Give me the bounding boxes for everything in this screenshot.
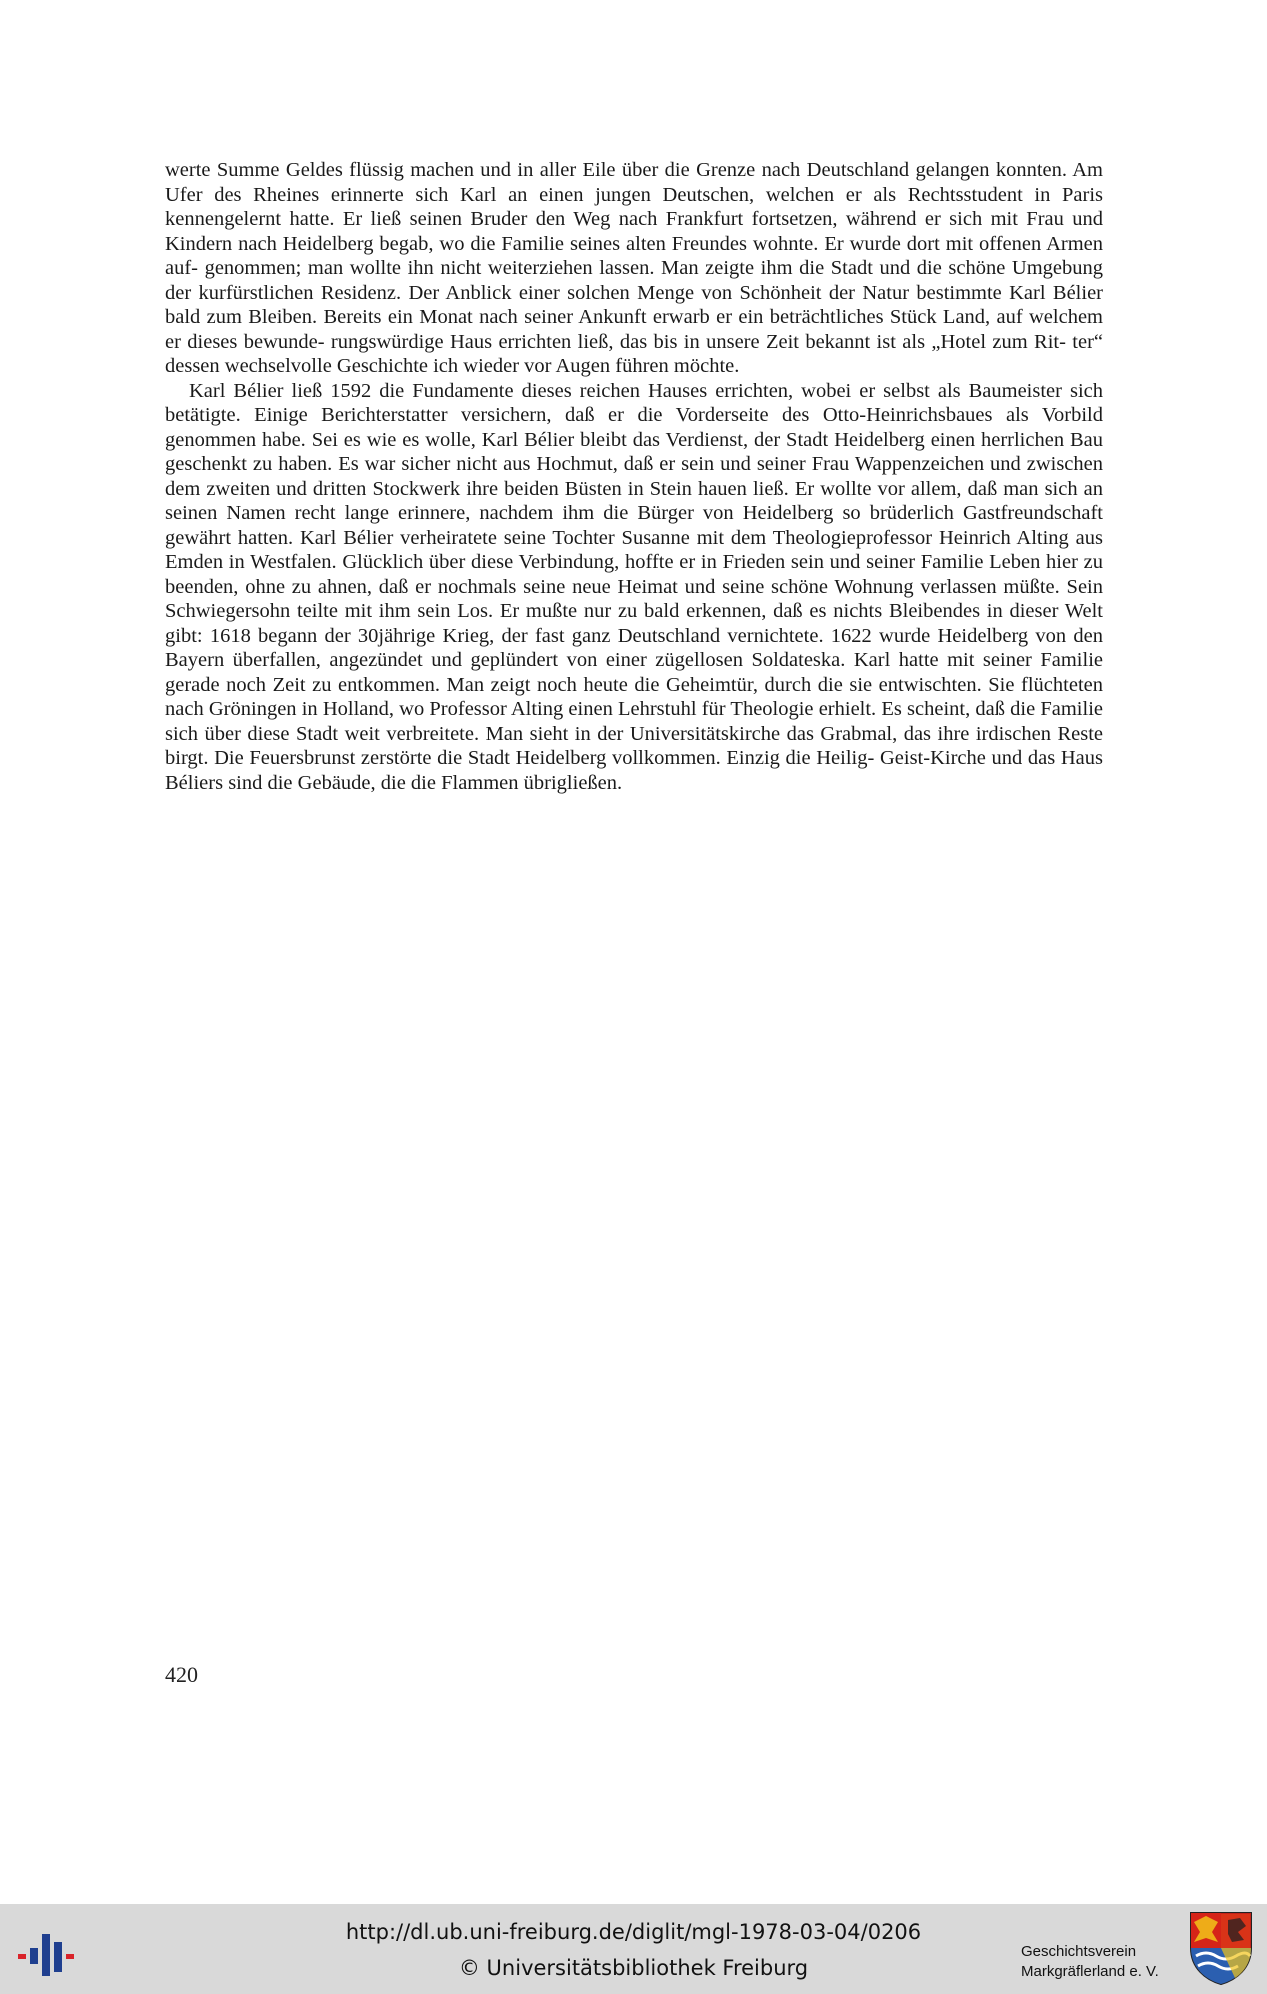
society-name-line: Markgräflerland e. V. bbox=[1021, 1963, 1159, 1980]
paragraph: werte Summe Geldes flüssig machen und in aller Eile über die Grenze nach Deutschland gelangen konnten. Am Ufer des Rheines erinnerte sich Karl an einen jungen Deutschen, welchen er als Rechtsstudent in Paris kennengelernt hatte. Er ließ seinen Bruder den Weg nach Frankfurt fortsetzen, während er sich mit Frau und Kindern nach Heidelberg begab, wo die Familie seines alten Freundes wohnte. Er wurde dort mit offenen Armen auf- genommen; man wollte ihn nicht weiterziehen lassen. Man zeigte ihm die Stadt und die schöne Umgebung der kurfürstlichen Residenz. Der Anblick einer solchen Menge von Schönheit der Natur bestimmte Karl Bélier bald zum Bleiben. Bereits ein Monat nach seiner Ankunft erwarb er ein beträchtliches Stück Land, auf welchem er dieses bewunde- rungswürdige Haus errichten ließ, das bis in unsere Zeit bekannt ist als „Hotel zum Rit- ter“ dessen wechselvolle Geschichte ich wieder vor Augen führen möchte. bbox=[165, 159, 1103, 377]
paragraph: Karl Bélier ließ 1592 die Fundamente dieses reichen Hauses errichten, wobei er selbst als Baumeister sich betätigte. Einige Berichterstatter versichern, daß er die Vorderseite des Otto-Heinrichsbaues als Vorbild genommen habe. Sei es wie es wolle, Karl Bélier bleibt das Verdienst, der Stadt Heidelberg einen herrlichen Bau geschenkt zu haben. Es war sicher nicht aus Hochmut, daß er sein und seiner Frau Wappenzeichen und zwischen dem zweiten und dritten Stockwerk ihre beiden Büsten in Stein hauen ließ. Er wollte vor allem, daß man sich an seinen Namen recht lange erinnere, nachdem ihm die Bürger von Heidelberg so brüderlich Gastfreundschaft gewährt hatten. Karl Bélier verheiratete seine Tochter Susanne mit dem Theologieprofessor Heinrich Alting aus Emden in Westfalen. Glücklich über diese Verbindung, hoffte er in Frieden sein und seiner Familie Leben hier zu beenden, ohne zu ahnen, daß er nochmals seine neue Heimat und seine schöne Wohnung verlassen müßte. Sein Schwiegersohn teilte mit ihm sein Los. Er mußte nur zu bald erkennen, daß es nichts Bleibendes in dieser Welt gibt: 1618 begann der 30jährige Krieg, der fast ganz Deutschland vernichtete. 1622 wurde Heidelberg von den Bayern überfallen, angezündet und geplündert von einer zügellosen Soldateska. Karl hatte mit seiner Familie gerade noch Zeit zu entkommen. Man zeigt noch heute die Geheimtür, durch die sie entwischten. Sie flüchteten nach Gröningen in Holland, wo Professor Alting einen Lehrstuhl für Theologie erhielt. Es scheint, daß die Familie sich über diese Stadt weit verbreitete. Man sieht in der Universitätskirche das Grabmal, das ihre irdischen Reste birgt. Die Feuersbrunst zerstörte die Stadt Heidelberg vollkommen. Einzig die Heilig- Geist-Kirche und das Haus Béliers sind die Gebäude, die die Flammen übrigließen. bbox=[165, 379, 1103, 794]
page-body bbox=[165, 158, 1103, 795]
permalink-url[interactable]: http://dl.ub.uni-freiburg.de/diglit/mgl-1978-03-04/0206 bbox=[345, 1920, 922, 1944]
page-number: 420 bbox=[165, 1662, 198, 1687]
society-name bbox=[1021, 1942, 1181, 1982]
coat-of-arms-icon bbox=[1188, 1910, 1254, 1986]
footer-bar bbox=[0, 1904, 1267, 1994]
copyright-notice: © Universitätsbibliothek Freiburg bbox=[458, 1956, 809, 1980]
society-name-line: Geschichtsverein bbox=[1021, 1943, 1137, 1960]
